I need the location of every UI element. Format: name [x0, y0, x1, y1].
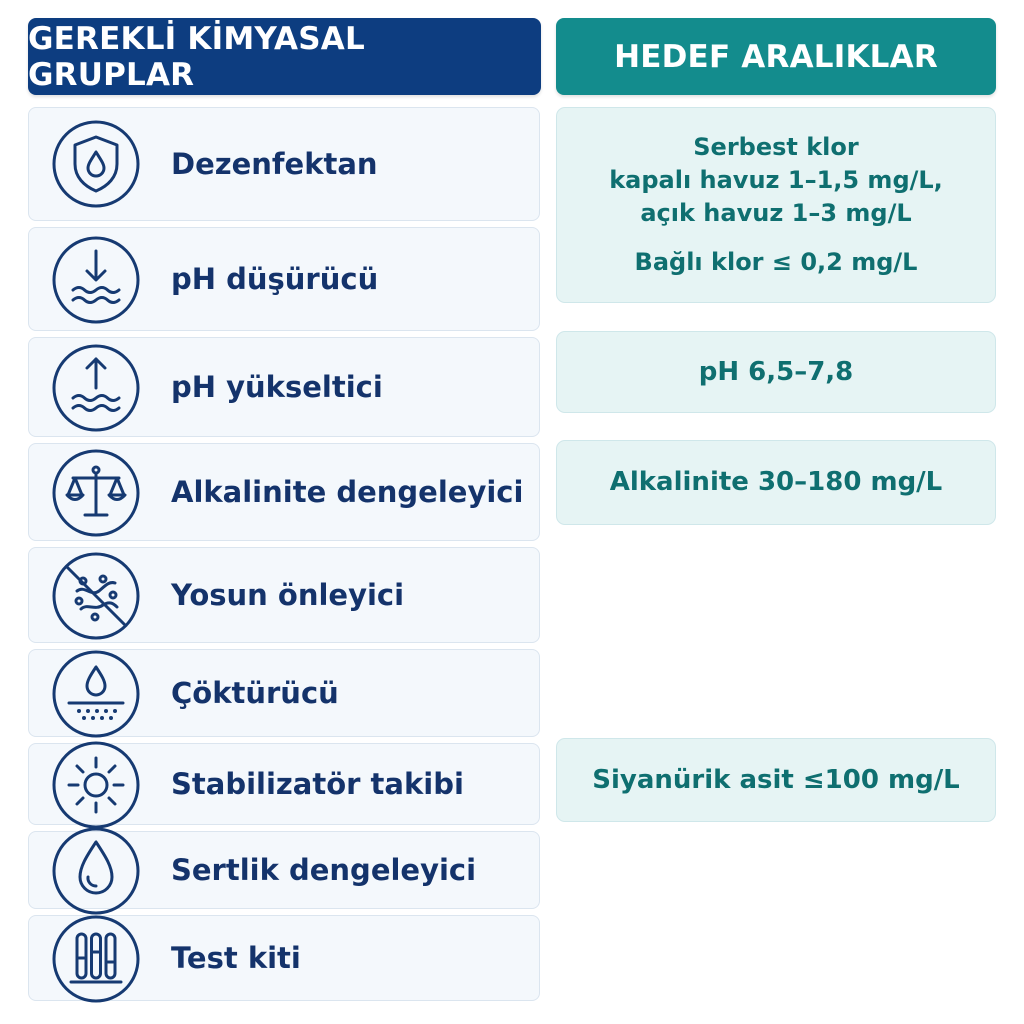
group-label: Çöktürücü: [171, 676, 339, 710]
group-row-algaecide: [28, 547, 540, 643]
drop-sediment-icon: [51, 649, 141, 739]
range-chlorine-combined: Bağlı klor ≤ 0,2 mg/L: [634, 248, 918, 276]
left-header-title: GEREKLİ KİMYASAL GRUPLAR: [28, 20, 365, 93]
range-box-cyanuric: [556, 738, 996, 822]
left-header: [28, 18, 541, 95]
range-alkalinity-text: Alkalinite 30–180 mg/L: [609, 467, 943, 497]
arrow-down-waves-icon: [51, 235, 141, 325]
group-label: Sertlik dengeleyici: [171, 853, 477, 887]
group-label: Test kiti: [171, 941, 301, 975]
group-row-disinfectant: [28, 107, 540, 221]
range-cyanuric-text: Siyanürik asit ≤100 mg/L: [592, 764, 960, 795]
range-box-alkalinity: [556, 440, 996, 525]
right-header: [556, 18, 996, 95]
group-row-stabilizer: [28, 743, 540, 825]
range-box-chlorine: [556, 107, 996, 303]
range-chlorine-indoor: kapalı havuz 1–1,5 mg/L,: [609, 166, 943, 194]
right-header-title: HEDEF ARALIKLAR: [614, 38, 938, 75]
sun-icon: [51, 740, 141, 830]
group-row-hardness-balancer: [28, 831, 540, 909]
group-label: pH düşürücü: [171, 262, 379, 296]
arrow-up-waves-icon: [51, 343, 141, 433]
group-row-ph-reducer: [28, 227, 540, 331]
no-algae-icon: [51, 551, 141, 641]
group-label: Yosun önleyici: [171, 578, 405, 612]
range-chlorine-title: Serbest klor: [693, 133, 859, 161]
range-ph-text: pH 6,5–7,8: [698, 356, 854, 387]
group-row-alkalinity-balancer: [28, 443, 540, 541]
group-label: Stabilizatör takibi: [171, 767, 464, 801]
balance-scale-icon: [51, 448, 141, 538]
shield-drop-icon: [51, 119, 141, 209]
test-tubes-icon: [51, 914, 141, 1004]
group-row-test-kit: [28, 915, 540, 1001]
range-box-ph: [556, 331, 996, 413]
water-drop-icon: [51, 826, 141, 916]
group-label: pH yükseltici: [171, 370, 383, 404]
group-label: Alkalinite dengeleyici: [171, 475, 524, 509]
group-row-ph-increaser: [28, 337, 540, 437]
group-row-flocculant: [28, 649, 540, 737]
range-chlorine-outdoor: açık havuz 1–3 mg/L: [640, 199, 912, 227]
group-label: Dezenfektan: [171, 147, 378, 181]
